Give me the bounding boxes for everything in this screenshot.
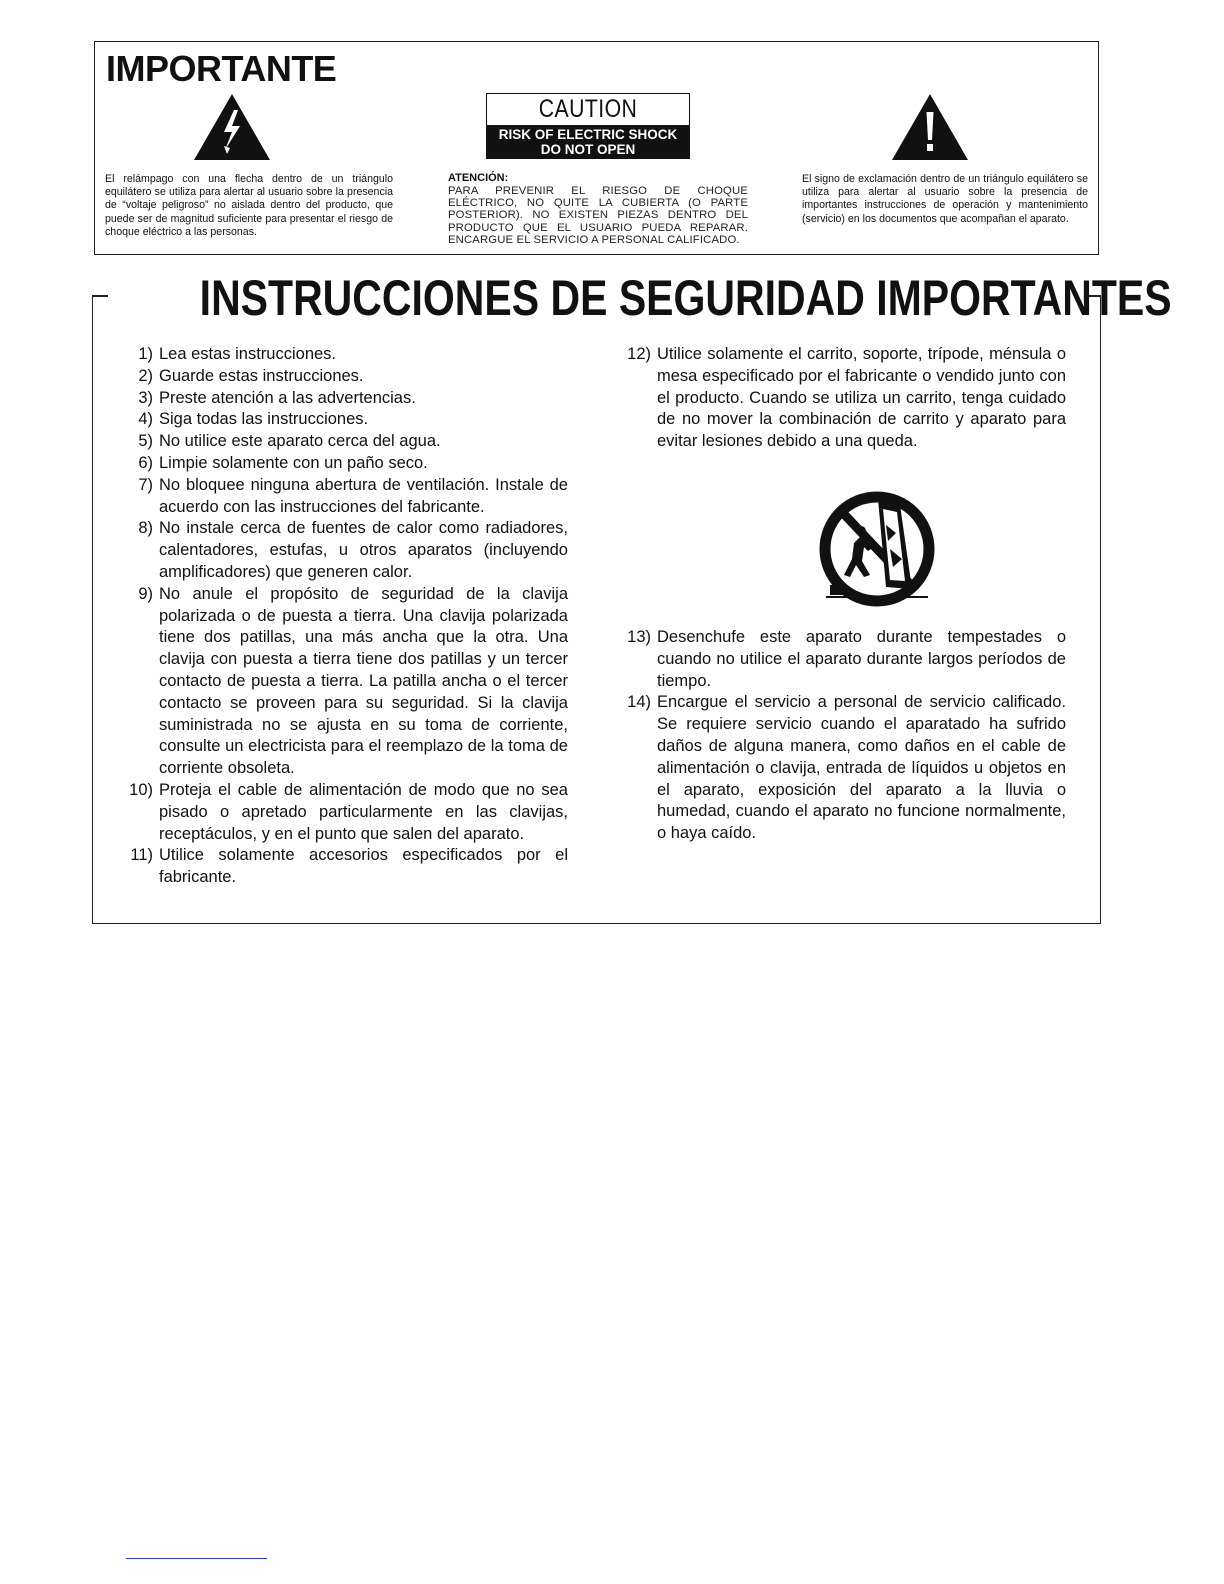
- instruction-number: 1): [138, 345, 153, 363]
- instruction-text: Guarde estas instrucciones.: [159, 366, 364, 385]
- instruction-text: Desenchufe este aparato durante tempestades o cuando no utilice el aparato durante largos períodos de tiempo.: [657, 628, 1066, 690]
- caution-line-2: DO NOT OPEN: [540, 142, 636, 157]
- atencion-title: ATENCIÓN:: [448, 172, 509, 184]
- instructions-left-column: [125, 344, 568, 889]
- instruction-item: [125, 431, 568, 453]
- instruction-number: 10): [129, 780, 153, 799]
- instruction-number: 11): [130, 846, 153, 865]
- instruction-text: Utilice solamente accesorios especificados por el fabricante.: [159, 846, 568, 887]
- importante-title: IMPORTANTE: [106, 48, 337, 89]
- exclamation-warning-triangle-icon: [892, 94, 968, 160]
- atencion-block: [448, 171, 748, 246]
- instruction-text: Siga todas las instrucciones.: [159, 410, 369, 429]
- caution-title: CAUTION: [538, 95, 638, 123]
- instruction-item: [125, 453, 568, 475]
- instruction-item: [125, 388, 568, 410]
- instruction-text: Encargue el servicio a personal de servicio calificado. Se requiere servicio cuando el aparatado ha sufrido daños de alguna manera, como daños en el cable de alimentación o clavija, entrada de líquidos u objetos en el aparato, exposición del aparato a la lluvia o humedad, cuando el aparato no funcione normalmente, o haya caído.: [657, 693, 1066, 843]
- instruction-item: [125, 845, 568, 889]
- instruction-item: [125, 344, 568, 366]
- instruction-item: [125, 780, 568, 845]
- instruction-item: [125, 584, 568, 780]
- instruction-number: 6): [138, 453, 153, 472]
- safety-title: [93, 270, 1172, 326]
- safety-instructions-box: [92, 270, 1172, 924]
- instruction-number: 7): [138, 475, 153, 494]
- instruction-text: No bloquee ninguna abertura de ventilación. Instale de acuerdo con las instrucciones del fabricante.: [159, 475, 568, 516]
- instruction-text: Lea estas instrucciones.: [159, 345, 337, 363]
- instruction-item: [125, 518, 568, 583]
- instructions-right-column-top: [623, 344, 1066, 453]
- instruction-text: Preste atención a las advertencias.: [159, 388, 416, 407]
- instruction-text: No instale cerca de fuentes de calor como radiadores, calentadores, estufas, u otros aparatos (incluyendo amplificadores) que generen calor.: [159, 519, 568, 581]
- footer-rule: [126, 1558, 267, 1559]
- lightning-warning-triangle-icon: [194, 94, 270, 160]
- instruction-number: 4): [138, 410, 153, 429]
- instruction-number: 3): [138, 388, 153, 407]
- instructions-right-column-bottom: [623, 627, 1066, 845]
- instruction-item: [125, 366, 568, 388]
- cart-tip-over-warning-icon: [816, 491, 939, 611]
- importante-box: [94, 41, 1099, 255]
- exclamation-explanation: El signo de exclamación dentro de un triángulo equilátero se utiliza para alertar al usuario sobre la presencia de importantes instrucciones de operación y mantenimiento (servicio) en los documentos que acompañan el aparato.: [802, 173, 1088, 225]
- instruction-number: 9): [138, 584, 153, 603]
- atencion-text: PARA PREVENIR EL RIESGO DE CHOQUE ELÉCTRICO, NO QUITE LA CUBIERTA (O PARTE POSTERIOR). NO EXISTEN PIEZAS DENTRO DEL PRODUCTO QUE EL USUARIO PUEDA REPARAR. ENCARGUE EL SERVICIO A PERSONAL CALIFICADO.: [448, 185, 748, 246]
- instruction-item: [623, 344, 1066, 453]
- caution-label: [486, 93, 690, 159]
- instruction-item: [623, 627, 1066, 692]
- instruction-number: 2): [138, 366, 153, 385]
- instruction-number: 12): [627, 345, 651, 363]
- instruction-text: Proteja el cable de alimentación de modo que no sea pisado o apretado particularmente en las clavijas, receptáculos, y en el punto que salen del aparato.: [159, 780, 568, 843]
- instruction-number: 14): [627, 693, 651, 712]
- instruction-number: 8): [138, 519, 153, 538]
- instruction-number: 13): [627, 628, 651, 646]
- instruction-text: No utilice este aparato cerca del agua.: [159, 432, 441, 451]
- instruction-item: [125, 475, 568, 519]
- caution-shock-banner: [487, 125, 689, 158]
- safety-title-text: INSTRUCCIONES DE SEGURIDAD IMPORTANTES: [199, 270, 1172, 326]
- instruction-item: [125, 409, 568, 431]
- caution-line-1: RISK OF ELECTRIC SHOCK: [498, 127, 678, 142]
- instruction-item: [623, 692, 1066, 845]
- lightning-explanation: El relámpago con una flecha dentro de un triángulo equilátero se utiliza para alertar al usuario sobre la presencia de “voltaje peligroso” no aislada dentro del producto, que puede ser de magnitud suficiente para presentar el riesgo de choque eléctrico a las personas.: [105, 173, 393, 238]
- instruction-number: 5): [138, 432, 153, 451]
- instruction-text: Utilice solamente el carrito, soporte, trípode, ménsula o mesa especificado por el fabricante o vendido junto con el producto. Cuando se utiliza un carrito, tenga cuidado de no mover la combinación de carrito y aparato para evitar lesiones debido a una queda.: [657, 345, 1066, 451]
- instruction-text: Limpie solamente con un paño seco.: [159, 453, 428, 472]
- instruction-text: No anule el propósito de seguridad de la clavija polarizada o de puesta a tierra. Una clavija polarizada tiene dos patillas, una más ancha que la otra. Una clavija con puesta a tierra tiene dos patillas y un tercer contacto de puesta a tierra. La patilla ancha o el tercer contacto se proveen para su seguridad. Si la clavija suministrada no se ajusta en su toma de corriente, consulte un electricista para el reemplazo de la toma de corriente obsoleta.: [159, 584, 568, 778]
